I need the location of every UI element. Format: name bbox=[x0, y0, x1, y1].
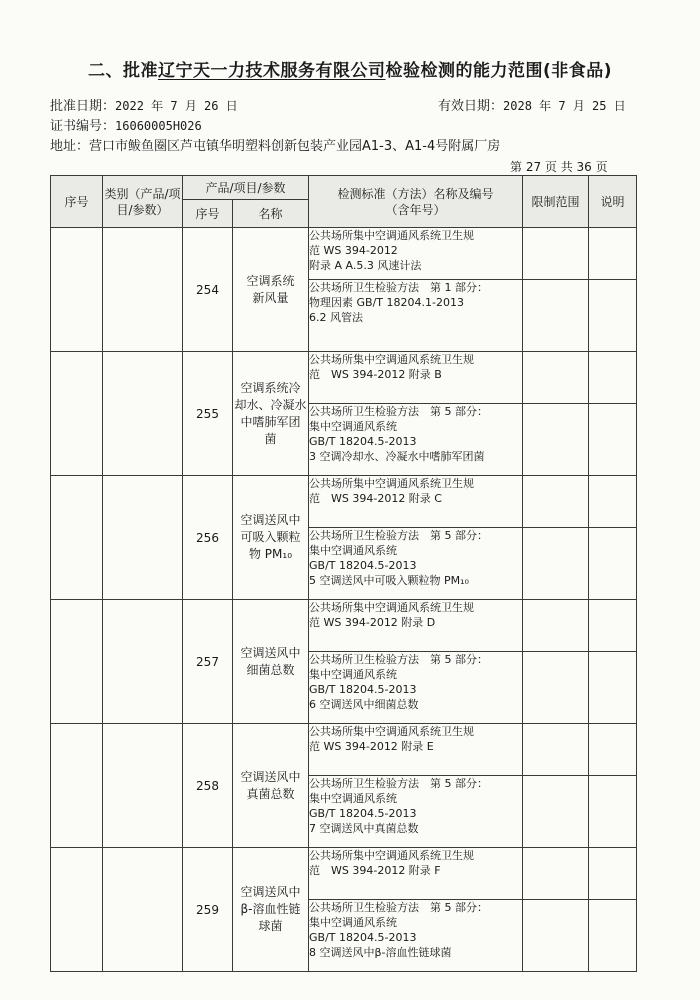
header-sub-seq: 序号 bbox=[183, 200, 233, 228]
valid-date bbox=[438, 95, 626, 114]
standard-line: 范 WS 394-2012 附录 E bbox=[309, 740, 434, 753]
seq-cell bbox=[51, 228, 103, 352]
seq-cell bbox=[51, 848, 103, 972]
item-name-line: 球菌 bbox=[258, 919, 283, 933]
header-note: 说明 bbox=[589, 176, 637, 228]
standard-line: 集中空调通风系统 bbox=[309, 792, 397, 805]
standard-cell bbox=[309, 848, 523, 900]
item-name-line: 新风量 bbox=[252, 290, 289, 305]
item-name bbox=[233, 228, 309, 352]
category-cell bbox=[103, 600, 183, 724]
standard-cell bbox=[309, 228, 523, 280]
standard-line: 7 空调送风中真菌总数 bbox=[309, 822, 419, 835]
standard-line: 范 WS 394-2012 附录 C bbox=[309, 492, 442, 505]
standard-cell bbox=[309, 600, 523, 652]
limit-cell bbox=[523, 352, 589, 404]
item-number: 256 bbox=[183, 476, 233, 600]
title-organization: 辽宁天一力技术服务有限公司 bbox=[157, 61, 386, 81]
seq-cell bbox=[51, 600, 103, 724]
item-name-line: 空调系统 bbox=[246, 273, 295, 288]
header-category: 类别（产品/项目/参数） bbox=[103, 176, 183, 228]
valid-date-value: 2028 年 7 月 25 日 bbox=[503, 99, 626, 113]
item-name-line: 菌 bbox=[264, 431, 277, 446]
standard-cell bbox=[309, 776, 523, 848]
seq-cell bbox=[51, 724, 103, 848]
item-name-line: 空调送风中 bbox=[240, 885, 301, 899]
standard-line: 公共场所集中空调通风系统卫生规 bbox=[309, 849, 474, 862]
cert-label: 证书编号： bbox=[50, 119, 116, 134]
item-number: 259 bbox=[183, 848, 233, 972]
header-limit: 限制范围 bbox=[523, 176, 589, 228]
address-label: 地址： bbox=[50, 139, 90, 154]
category-cell bbox=[103, 352, 183, 476]
standard-line: 5 空调送风中可吸入颗粒物 PM₁₀ bbox=[309, 574, 469, 587]
standard-line: 6 空调送风中细菌总数 bbox=[309, 698, 419, 711]
standard-cell bbox=[309, 528, 523, 600]
limit-cell bbox=[523, 600, 589, 652]
note-cell bbox=[589, 228, 637, 280]
standard-cell bbox=[309, 476, 523, 528]
item-name-line: 细菌总数 bbox=[246, 662, 295, 677]
approval-date-value: 2022 年 7 月 26 日 bbox=[115, 99, 238, 113]
item-name-line: 空调送风中 bbox=[240, 769, 301, 784]
item-number: 254 bbox=[183, 228, 233, 352]
standard-line: 公共场所卫生检验方法 第 5 部分： bbox=[309, 901, 488, 914]
standard-line: 物理因素 GB/T 18204.1-2013 bbox=[309, 296, 464, 309]
title-prefix: 二、批准 bbox=[87, 61, 158, 81]
standard-cell bbox=[309, 900, 523, 972]
standard-line: GB/T 18204.5-2013 bbox=[309, 435, 417, 448]
item-name bbox=[233, 848, 309, 972]
note-cell bbox=[589, 404, 637, 476]
table-row bbox=[51, 848, 637, 900]
note-cell bbox=[589, 280, 637, 352]
note-cell bbox=[589, 476, 637, 528]
category-cell bbox=[103, 724, 183, 848]
standard-line: 集中空调通风系统 bbox=[309, 544, 397, 557]
standard-cell bbox=[309, 404, 523, 476]
note-cell bbox=[589, 600, 637, 652]
item-name bbox=[233, 600, 309, 724]
header-product-group: 产品/项目/参数 bbox=[183, 176, 309, 200]
standard-line: 公共场所卫生检验方法 第 5 部分： bbox=[309, 405, 488, 418]
note-cell bbox=[589, 724, 637, 776]
standard-line: 公共场所卫生检验方法 第 1 部分： bbox=[309, 281, 488, 294]
standard-line: 集中空调通风系统 bbox=[309, 668, 397, 681]
standard-line: 范 WS 394-2012 附录 D bbox=[309, 616, 436, 629]
standard-line: GB/T 18204.5-2013 bbox=[309, 559, 417, 572]
header-standard: 检测标准（方法）名称及编号（含年号） bbox=[309, 176, 523, 228]
item-name-line: 空调系统冷 bbox=[240, 380, 301, 395]
standard-line: 范 WS 394-2012 bbox=[309, 244, 398, 257]
limit-cell bbox=[523, 900, 589, 972]
item-name-line: 物 PM₁₀ bbox=[248, 547, 293, 561]
standard-line: 集中空调通风系统 bbox=[309, 420, 397, 433]
seq-cell bbox=[51, 352, 103, 476]
standard-line: 范 WS 394-2012 附录 F bbox=[309, 864, 441, 877]
capability-table bbox=[50, 175, 637, 972]
standard-line: 公共场所集中空调通风系统卫生规 bbox=[309, 353, 474, 366]
header-seq: 序号 bbox=[51, 176, 103, 228]
category-cell bbox=[103, 228, 183, 352]
standard-line: 公共场所集中空调通风系统卫生规 bbox=[309, 601, 474, 614]
note-cell bbox=[589, 776, 637, 848]
document-title bbox=[0, 56, 700, 81]
note-cell bbox=[589, 528, 637, 600]
item-name-line: β-溶血性链 bbox=[240, 902, 301, 916]
standard-line: GB/T 18204.5-2013 bbox=[309, 931, 417, 944]
standard-cell bbox=[309, 280, 523, 352]
standard-line: 范 WS 394-2012 附录 B bbox=[309, 368, 442, 381]
standard-cell bbox=[309, 352, 523, 404]
item-name-line: 可吸入颗粒 bbox=[240, 530, 301, 544]
standard-line: 集中空调通风系统 bbox=[309, 916, 397, 929]
standard-line: 公共场所集中空调通风系统卫生规 bbox=[309, 477, 474, 490]
standard-line: 3 空调冷却水、冷凝水中嗜肺军团菌 bbox=[309, 450, 485, 463]
approval-date-label: 批准日期： bbox=[50, 99, 116, 114]
limit-cell bbox=[523, 848, 589, 900]
address-value: 营口市鲅鱼圈区芦屯镇华明塑料创新包装产业园A1-3、A1-4号附属厂房 bbox=[89, 139, 501, 154]
standard-line: GB/T 18204.5-2013 bbox=[309, 683, 417, 696]
standard-line: 公共场所集中空调通风系统卫生规 bbox=[309, 229, 474, 242]
standard-line: 附录 A A.5.3 风速计法 bbox=[309, 259, 422, 272]
page-info: 第 27 页 共 36 页 bbox=[510, 160, 608, 174]
item-number: 258 bbox=[183, 724, 233, 848]
standard-line: 公共场所卫生检验方法 第 5 部分： bbox=[309, 777, 488, 790]
limit-cell bbox=[523, 528, 589, 600]
standard-cell bbox=[309, 724, 523, 776]
limit-cell bbox=[523, 724, 589, 776]
item-name bbox=[233, 724, 309, 848]
category-cell bbox=[103, 476, 183, 600]
table-row bbox=[51, 228, 637, 280]
standard-line: 6.2 风管法 bbox=[309, 311, 363, 324]
item-number: 255 bbox=[183, 352, 233, 476]
item-name-line: 空调送风中 bbox=[240, 645, 301, 660]
approval-date bbox=[50, 95, 238, 114]
note-cell bbox=[589, 352, 637, 404]
item-name bbox=[233, 352, 309, 476]
item-name-line: 中嗜肺军团 bbox=[240, 414, 301, 429]
limit-cell bbox=[523, 228, 589, 280]
standard-cell bbox=[309, 652, 523, 724]
table-row bbox=[51, 352, 637, 404]
standard-line: GB/T 18204.5-2013 bbox=[309, 807, 417, 820]
item-name-line: 空调送风中 bbox=[240, 513, 301, 527]
item-name-line: 却水、冷凝水 bbox=[234, 397, 307, 412]
table-row bbox=[51, 476, 637, 528]
item-name bbox=[233, 476, 309, 600]
certificate-number bbox=[50, 115, 202, 134]
item-number: 257 bbox=[183, 600, 233, 724]
limit-cell bbox=[523, 280, 589, 352]
limit-cell bbox=[523, 652, 589, 724]
standard-line: 公共场所卫生检验方法 第 5 部分： bbox=[309, 529, 488, 542]
table-row bbox=[51, 724, 637, 776]
note-cell bbox=[589, 652, 637, 724]
note-cell bbox=[589, 900, 637, 972]
title-suffix: 检验检测的能力范围(非食品) bbox=[385, 61, 613, 81]
header-sub-name: 名称 bbox=[233, 200, 309, 228]
table-row bbox=[51, 600, 637, 652]
seq-cell bbox=[51, 476, 103, 600]
note-cell bbox=[589, 848, 637, 900]
address bbox=[50, 135, 500, 154]
valid-date-label: 有效日期： bbox=[438, 99, 504, 114]
limit-cell bbox=[523, 404, 589, 476]
standard-line: 公共场所卫生检验方法 第 5 部分： bbox=[309, 653, 488, 666]
standard-line: 8 空调送风中β-溶血性链球菌 bbox=[309, 946, 452, 959]
limit-cell bbox=[523, 776, 589, 848]
cert-value: 16060005H026 bbox=[115, 119, 202, 133]
standard-line: 公共场所集中空调通风系统卫生规 bbox=[309, 725, 474, 738]
limit-cell bbox=[523, 476, 589, 528]
item-name-line: 真菌总数 bbox=[246, 786, 295, 801]
category-cell bbox=[103, 848, 183, 972]
